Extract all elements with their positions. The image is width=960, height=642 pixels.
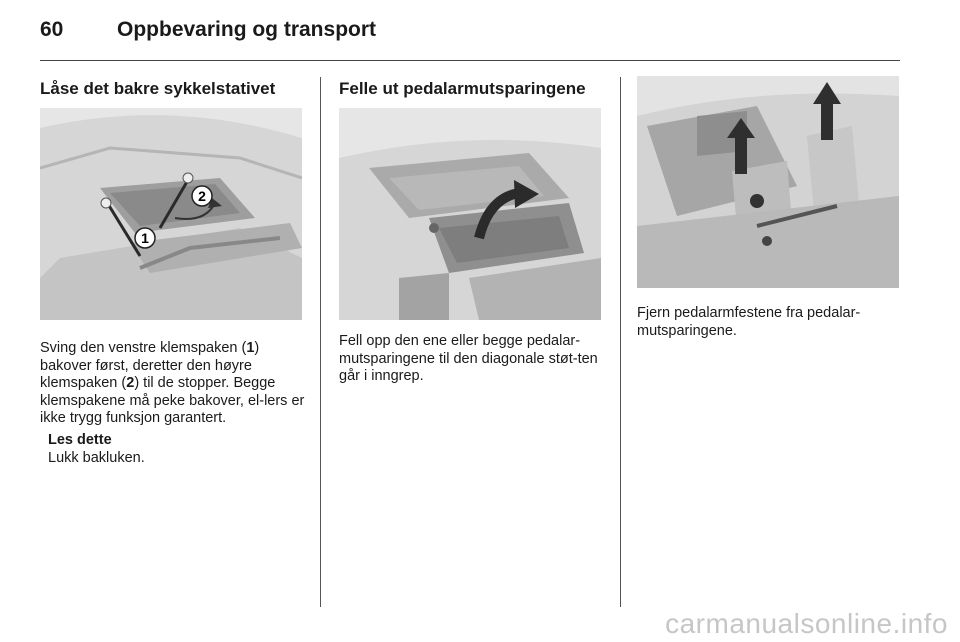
illustration-remove-mounts xyxy=(637,76,899,288)
illustration-lock-levers xyxy=(40,108,302,320)
note-text: Lukk bakluken. xyxy=(48,449,145,466)
column-divider xyxy=(620,77,621,607)
section-heading-lock-rack: Låse det bakre sykkelstativet xyxy=(40,79,276,98)
callout-2: 2 xyxy=(198,188,206,204)
section-heading-pedal-recesses: Felle ut pedalarmutsparingene xyxy=(339,79,586,98)
page-title: Oppbevaring og transport xyxy=(117,18,377,41)
body-text-fold-out: Fell opp den ene eller begge pedalar-mutsparingene til den diagonale støt-ten går i inngrep. xyxy=(339,333,598,384)
header-rule xyxy=(40,60,900,61)
body-text-remove-mounts: Fjern pedalarmfestene fra pedalar-mutsparingene. xyxy=(637,305,861,339)
watermark: carmanualsonline.info xyxy=(665,608,948,639)
callout-1: 1 xyxy=(141,230,149,246)
page-number: 60 xyxy=(40,18,64,41)
body-text-lock-rack: Sving den venstre klemspaken (1) bakover først, deretter den høyre klemspaken (2) til de stopper. Begge klemspakene må peke bakover, el-lers er ikke trygg funksjon garantert. xyxy=(40,340,305,426)
note-box xyxy=(48,432,145,467)
illustration-fold-out xyxy=(339,108,601,320)
note-title: Les dette xyxy=(48,432,112,448)
column-divider xyxy=(320,77,321,607)
